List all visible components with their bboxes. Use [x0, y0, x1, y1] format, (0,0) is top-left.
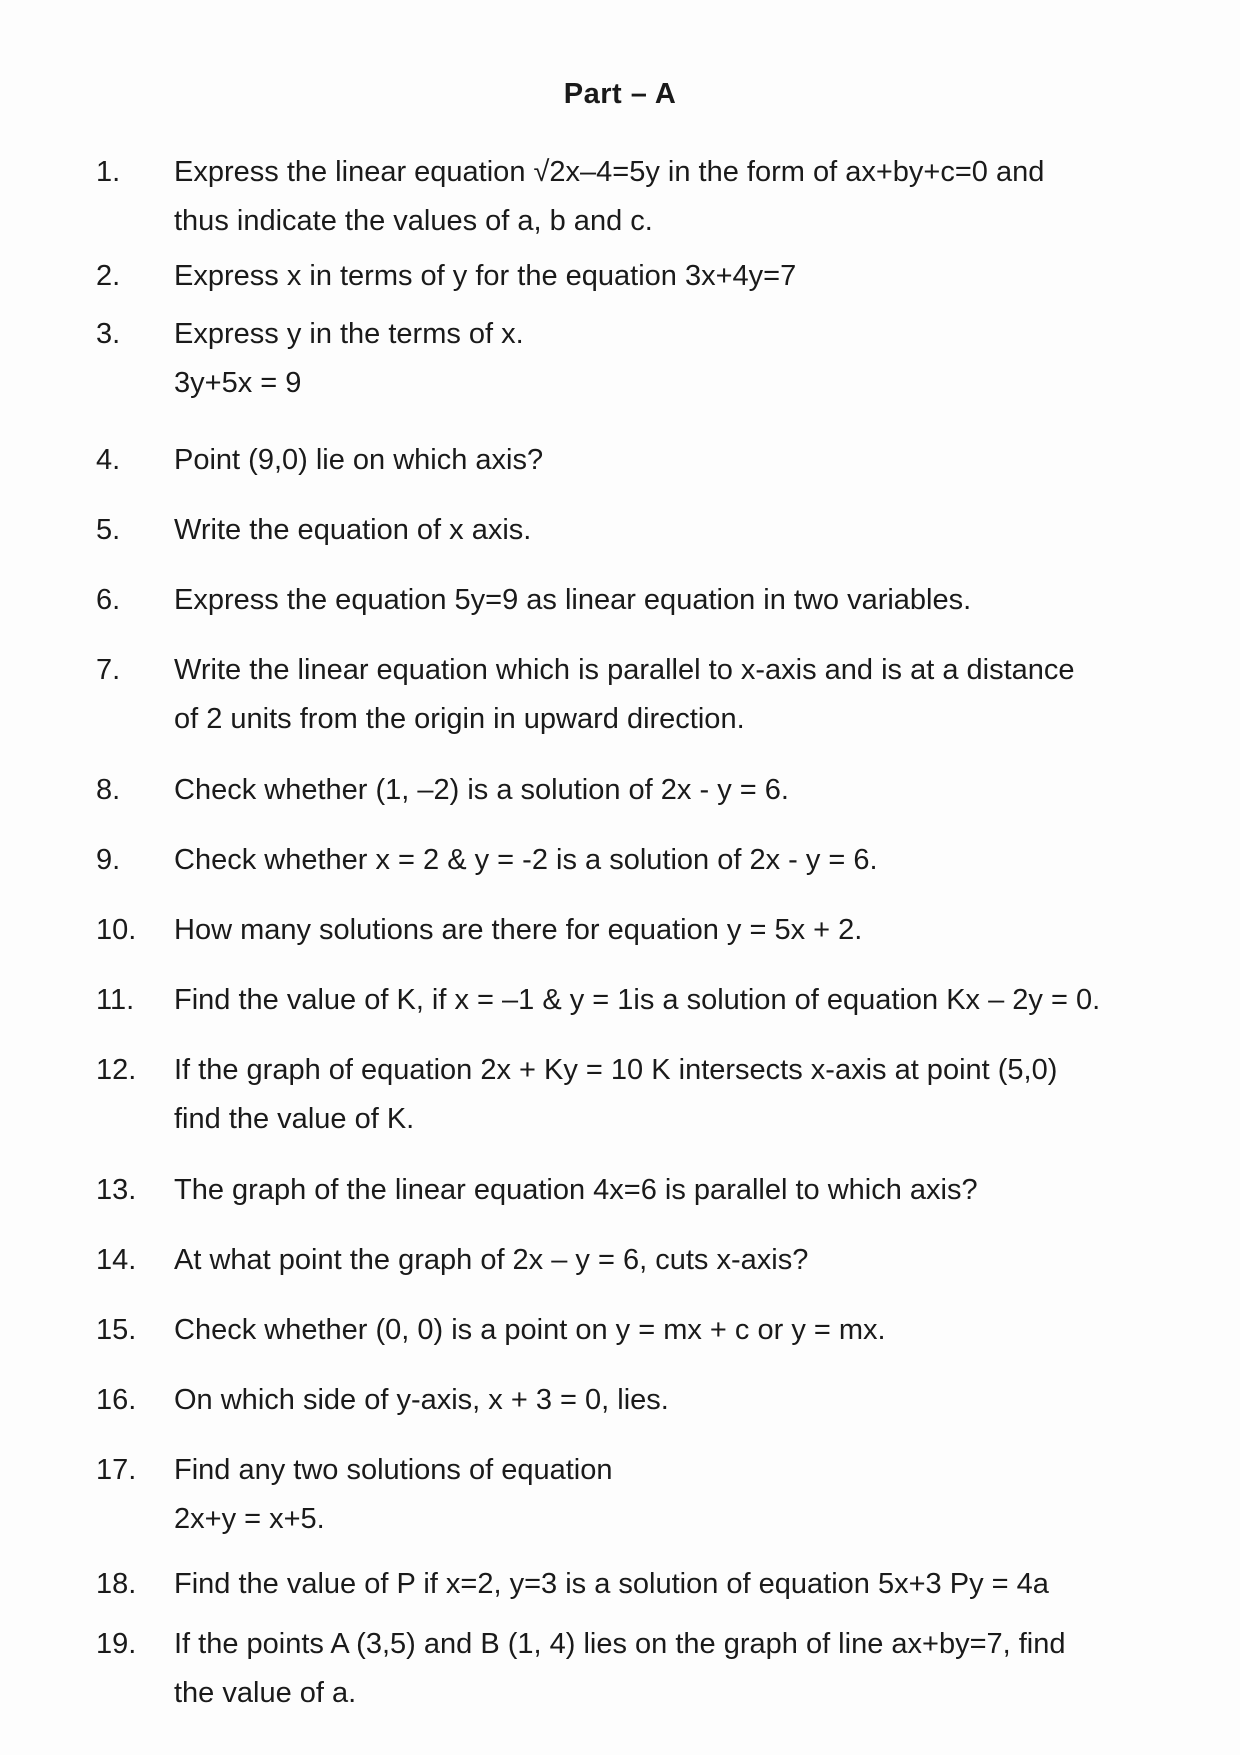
question-line: thus indicate the values of a, b and c.	[174, 205, 653, 237]
question-number: 3.	[96, 318, 121, 350]
question-line: Check whether x = 2 & y = -2 is a solution of 2x - y = 6.	[174, 844, 878, 876]
question-item	[96, 1046, 1156, 1144]
question-number: 5.	[96, 514, 121, 546]
question-number: 13.	[96, 1174, 137, 1206]
question-item	[96, 1446, 1156, 1544]
question-item	[96, 646, 1156, 744]
question-item	[96, 836, 1156, 885]
question-text	[174, 1620, 1156, 1718]
question-line: Point (9,0) lie on which axis?	[174, 444, 544, 476]
question-number: 14.	[96, 1244, 137, 1276]
question-number: 16.	[96, 1384, 137, 1416]
question-number: 7.	[96, 654, 121, 686]
question-item	[96, 436, 1156, 485]
question-number: 4.	[96, 444, 121, 476]
question-number: 12.	[96, 1054, 137, 1086]
question-text	[174, 766, 1156, 815]
question-text	[174, 252, 1156, 301]
question-text	[174, 906, 1156, 955]
question-line: Find the value of K, if x = –1 & y = 1is a solution of equation Kx – 2y = 0.	[174, 984, 1101, 1016]
question-line: Check whether (1, –2) is a solution of 2x - y = 6.	[174, 774, 789, 806]
question-text	[174, 1376, 1156, 1425]
question-text	[174, 646, 1156, 744]
question-text	[174, 1560, 1156, 1609]
question-item	[96, 576, 1156, 625]
question-line: The graph of the linear equation 4x=6 is parallel to which axis?	[174, 1174, 978, 1206]
question-number: 17.	[96, 1454, 137, 1486]
question-item	[96, 148, 1156, 246]
question-item	[96, 1376, 1156, 1425]
page-title: Part – A	[563, 78, 677, 110]
question-number: 9.	[96, 844, 121, 876]
question-line: Express y in the terms of x.	[174, 318, 524, 350]
question-line: the value of a.	[174, 1677, 357, 1709]
question-item	[96, 1236, 1156, 1285]
question-number: 1.	[96, 156, 121, 188]
question-line: of 2 units from the origin in upward direction.	[174, 703, 745, 735]
question-text	[174, 1166, 1156, 1215]
question-line: Express the equation 5y=9 as linear equation in two variables.	[174, 584, 972, 616]
question-text	[174, 506, 1156, 555]
question-line: Check whether (0, 0) is a point on y = mx + c or y = mx.	[174, 1314, 886, 1346]
question-line: Find any two solutions of equation	[174, 1454, 613, 1486]
question-number: 8.	[96, 774, 121, 806]
question-line: 3y+5x = 9	[174, 367, 302, 399]
question-item	[96, 506, 1156, 555]
question-text	[174, 1236, 1156, 1285]
question-item	[96, 310, 1156, 408]
question-line: On which side of y-axis, x + 3 = 0, lies.	[174, 1384, 669, 1416]
question-line: 2x+y = x+5.	[174, 1503, 325, 1535]
question-text	[174, 1046, 1156, 1144]
question-text	[174, 310, 1156, 408]
question-line: If the points A (3,5) and B (1, 4) lies on the graph of line ax+by=7, find	[174, 1628, 1066, 1660]
question-item	[96, 1560, 1156, 1609]
question-text	[174, 436, 1156, 485]
question-number: 18.	[96, 1568, 137, 1600]
question-text	[174, 836, 1156, 885]
question-number: 2.	[96, 260, 121, 292]
question-line: At what point the graph of 2x – y = 6, cuts x-axis?	[174, 1244, 809, 1276]
question-line: Write the linear equation which is parallel to x-axis and is at a distance	[174, 654, 1075, 686]
question-number: 19.	[96, 1628, 137, 1660]
question-number: 11.	[96, 984, 135, 1016]
question-item	[96, 1306, 1156, 1355]
question-item	[96, 1620, 1156, 1718]
question-line: Express the linear equation √2x–4=5y in the form of ax+by+c=0 and	[174, 156, 1045, 188]
question-number: 15.	[96, 1314, 137, 1346]
question-number: 10.	[96, 914, 137, 946]
question-line: Express x in terms of y for the equation 3x+4y=7	[174, 260, 797, 292]
question-text	[174, 1446, 1156, 1544]
question-line: Write the equation of x axis.	[174, 514, 532, 546]
question-item	[96, 766, 1156, 815]
question-line: How many solutions are there for equation y = 5x + 2.	[174, 914, 863, 946]
question-line: Find the value of P if x=2, y=3 is a solution of equation 5x+3 Py = 4a	[174, 1568, 1049, 1600]
question-number: 6.	[96, 584, 121, 616]
question-line: If the graph of equation 2x + Ky = 10 K intersects x-axis at point (5,0)	[174, 1054, 1058, 1086]
question-line: find the value of K.	[174, 1103, 415, 1135]
question-text	[174, 976, 1156, 1025]
question-item	[96, 906, 1156, 955]
question-item	[96, 1166, 1156, 1215]
question-text	[174, 1306, 1156, 1355]
question-item	[96, 976, 1156, 1025]
question-item	[96, 252, 1156, 301]
question-text	[174, 576, 1156, 625]
question-text	[174, 148, 1156, 246]
